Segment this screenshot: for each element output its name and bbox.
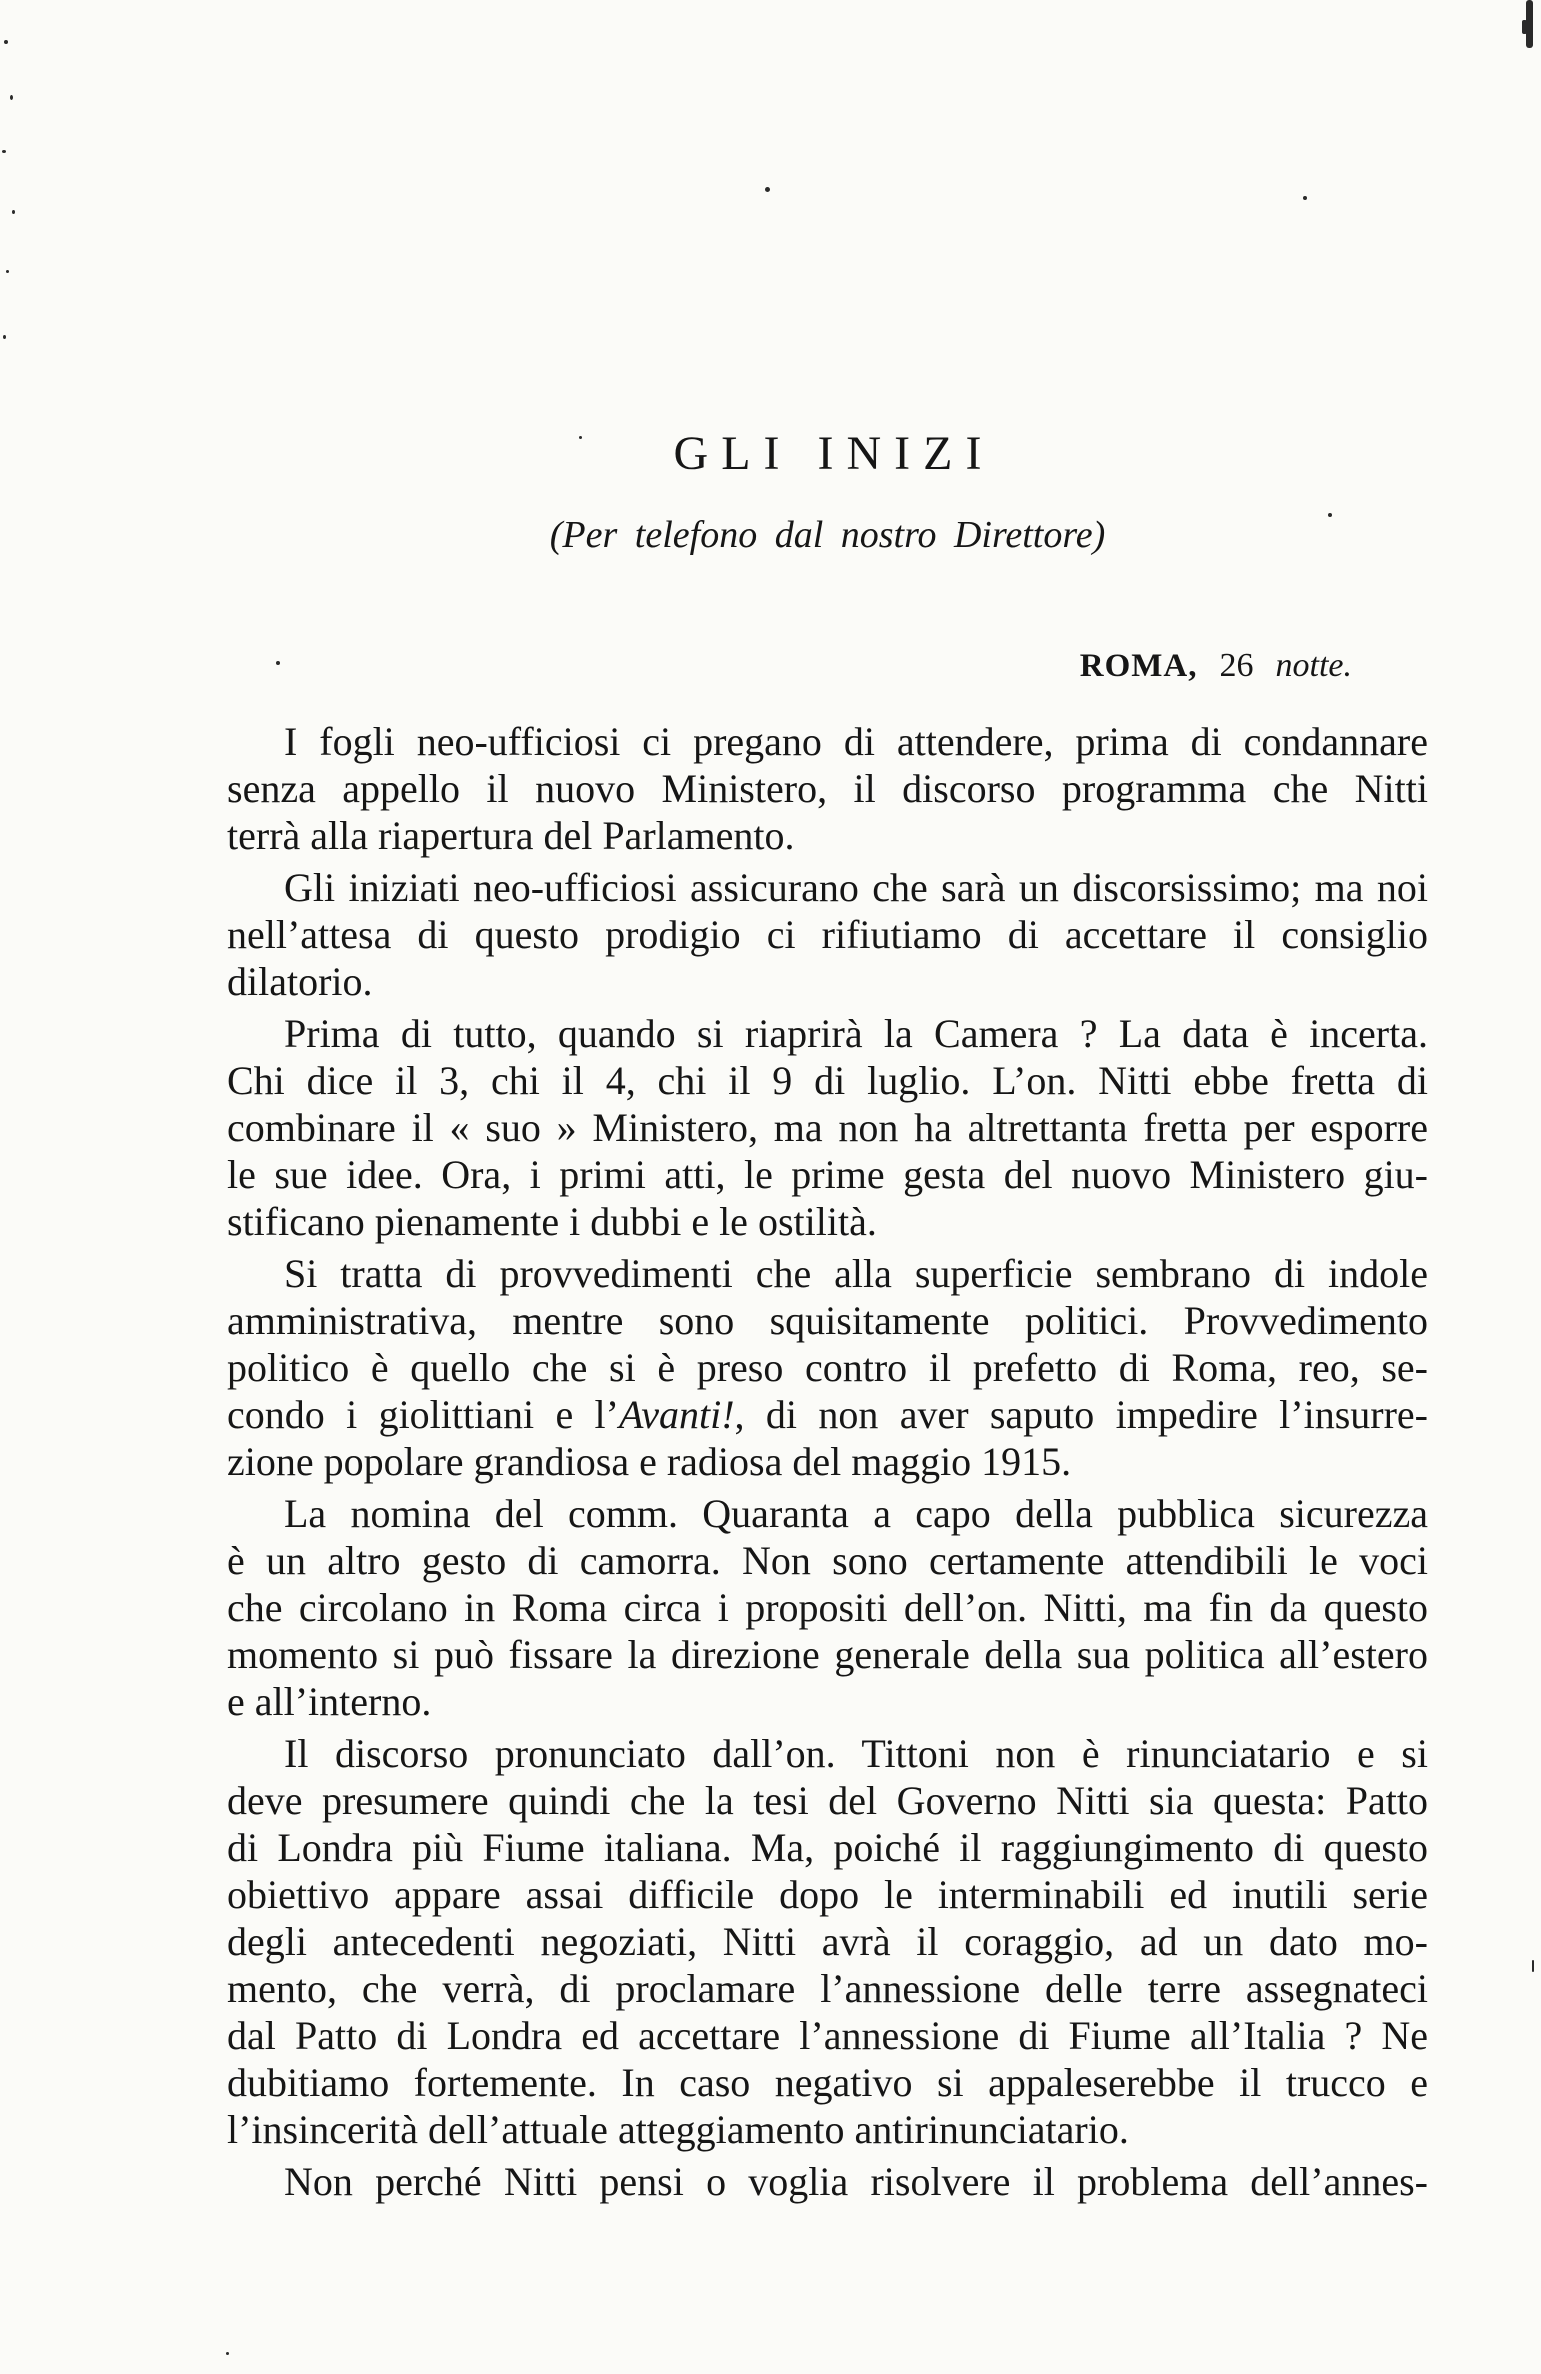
- newspaper-title-italic: Avanti!: [619, 1392, 735, 1437]
- body-line: Non perché Nitti pensi o voglia risolvere il problema dell’annes-: [284, 2159, 1428, 2204]
- dateline: [1080, 642, 1352, 690]
- scan-speck: [1303, 196, 1307, 200]
- body-line-text: condo i giolittiani e l’: [227, 1392, 619, 1437]
- scan-speck: [2, 150, 6, 153]
- body-line: amministrativa, mentre sono squisitamente politici. Provvedimento: [227, 1298, 1428, 1343]
- body-line: Gli iniziati neo-ufficiosi assicurano che sarà un discorsissimo; ma noi: [284, 865, 1428, 910]
- scan-speck: [276, 661, 280, 665]
- paragraph: [227, 1730, 1428, 2153]
- scan-speck: [12, 210, 15, 214]
- article-title: GLI INIZI: [673, 427, 995, 480]
- body-line: obiettivo appare assai difficile dopo le interminabili ed inutili serie: [227, 1872, 1428, 1917]
- article-subtitle: (Per telefono dal nostro Direttore): [549, 514, 1106, 556]
- body-line: La nomina del comm. Quaranta a capo della pubblica sicurezza: [284, 1491, 1428, 1536]
- scan-speck: [4, 40, 8, 44]
- body-line: I fogli neo-ufficiosi ci pregano di attendere, prima di condannare: [284, 719, 1428, 764]
- body-line: di Londra più Fiume italiana. Ma, poiché il raggiungimento di questo: [227, 1825, 1428, 1870]
- scan-speck: [10, 95, 13, 100]
- body-line: terrà alla riapertura del Parlamento.: [227, 813, 795, 858]
- body-line: Il discorso pronunciato dall’on. Tittoni non è rinunciatario e si: [284, 1731, 1428, 1776]
- body-line: Si tratta di provvedimenti che alla superficie sembrano di indole: [284, 1251, 1428, 1296]
- body-line: dilatorio.: [227, 959, 373, 1004]
- paragraph: [227, 864, 1428, 1005]
- paragraph: [227, 1010, 1428, 1245]
- scan-speck: [3, 335, 6, 339]
- body-line: stificano pienamente i dubbi e le ostilità.: [227, 1199, 877, 1244]
- dateline-city: ROMA,: [1079, 648, 1198, 684]
- body-line: l’insincerità dell’attuale atteggiamento antirinunciatario.: [227, 2107, 1129, 2152]
- body-line: Prima di tutto, quando si riaprirà la Camera ? La data è incerta.: [284, 1011, 1428, 1056]
- paragraph: [227, 1490, 1428, 1725]
- scan-speck: [1522, 20, 1527, 34]
- body-line: e all’interno.: [227, 1679, 432, 1724]
- body-line: che circolano in Roma circa i propositi dell’on. Nitti, ma fin da questo: [227, 1585, 1428, 1630]
- body-line: Chi dice il 3, chi il 4, chi il 9 di luglio. L’on. Nitti ebbe fretta di: [227, 1058, 1428, 1103]
- body-line: è un altro gesto di camorra. Non sono certamente attendibili le voci: [227, 1538, 1428, 1583]
- body-line: politico è quello che si è preso contro il prefetto di Roma, reo, se-: [227, 1345, 1428, 1390]
- scan-speck: [6, 270, 9, 273]
- body-line: degli antecedenti negoziati, Nitti avrà il coraggio, ad un dato mo-: [227, 1919, 1428, 1964]
- paragraph: [227, 718, 1428, 859]
- body-line: senza appello il nuovo Ministero, il discorso programma che Nitti: [227, 766, 1428, 811]
- article-body: [227, 718, 1428, 2205]
- body-line: zione popolare grandiosa e radiosa del maggio 1915.: [227, 1439, 1072, 1484]
- body-line: mento, che verrà, di proclamare l’annessione delle terre assegnateci: [227, 1966, 1428, 2011]
- body-line: dal Patto di Londra ed accettare l’annessione di Fiume all’Italia ? Ne: [227, 2013, 1428, 2058]
- paragraph: [227, 2158, 1428, 2205]
- body-line: combinare il « suo » Ministero, ma non ha altrettanta fretta per esporre: [227, 1105, 1428, 1150]
- scan-speck: [765, 187, 770, 192]
- body-line: deve presumere quindi che la tesi del Governo Nitti sia questa: Patto: [227, 1778, 1428, 1823]
- scan-speck: [1532, 1960, 1534, 1972]
- dateline-time: notte.: [1275, 647, 1352, 684]
- scan-speck: [226, 2352, 229, 2355]
- dateline-day: 26: [1219, 647, 1254, 684]
- body-line: momento si può fissare la direzione generale della sua politica all’estero: [227, 1632, 1428, 1677]
- paragraph: [227, 1250, 1428, 1485]
- scan-speck: [1526, 0, 1533, 48]
- body-line: dubitiamo fortemente. In caso negativo si appaleserebbe il trucco e: [227, 2060, 1428, 2105]
- body-line-text: , di non aver saputo impedire l’insurre-: [734, 1392, 1428, 1437]
- body-line: le sue idee. Ora, i primi atti, le prime gesta del nuovo Ministero giu-: [227, 1152, 1428, 1197]
- body-line: nell’attesa di questo prodigio ci rifiutiamo di accettare il consiglio: [227, 912, 1428, 957]
- body-line: [227, 1391, 1428, 1438]
